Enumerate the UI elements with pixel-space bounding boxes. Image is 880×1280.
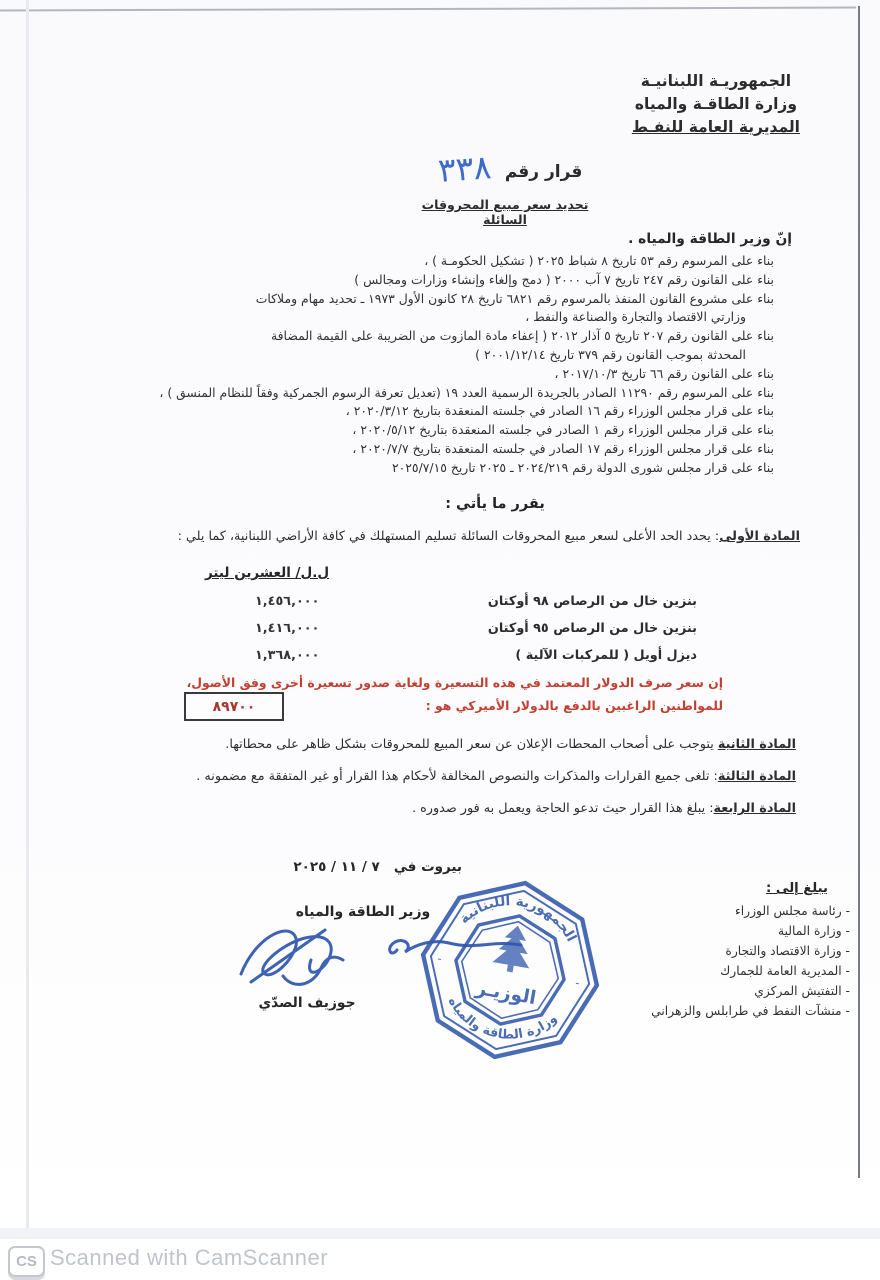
- article-1-label: المادة الأولى: [719, 529, 800, 544]
- stamp-ring-bottom-text: وزارة الطاقة والمياه: [444, 994, 561, 1043]
- scan-edge-left: [26, 0, 29, 1230]
- exchange-rate-box: [184, 692, 284, 721]
- stamp-center-text: الوزيـر: [474, 977, 538, 1010]
- stamp-ring-top-text: الجمهورية اللبنانية: [456, 893, 580, 945]
- letterhead-directorate: المديرية العامة للنفـط: [631, 118, 800, 136]
- stamp-ring-dash-right: -: [574, 975, 581, 991]
- distribution-list: [610, 901, 850, 1021]
- ministry-stamp: [396, 856, 623, 1083]
- preamble-line: بناء على قرار مجلس شورى الدولة رقم ٢٠٢٤/٢١٩ ـ ٢٠٢٥ تاريخ ٢٠٢٥/٧/١٥: [391, 459, 774, 475]
- article-2-text: يتوجب على أصحاب المحطات الإعلان عن سعر المبيع للمحروقات بشكل ظاهر على محطاتها.: [225, 737, 718, 752]
- product-name: ديزل أويل ( للمركبات الآلية ): [515, 648, 697, 663]
- article-1: [100, 529, 800, 544]
- article-4-text: : يبلغ هذا القرار حيث تدعو الحاجة ويعمل به فور صدوره .: [411, 801, 714, 816]
- letterhead-republic: الجمهوريـة اللبنانيـة: [640, 72, 792, 90]
- product-name: بنزين خال من الرصاص ٩٥ أوكتان: [487, 621, 697, 636]
- preamble-line: بناء على قرار مجلس الوزراء رقم ١٧ الصادر في جلسته المنعقدة بتاريخ ٢٠٢٠/٧/٧ ،: [352, 440, 774, 456]
- scan-edge-bottom: [0, 1228, 880, 1239]
- price-value: ١,٤١٦,٠٠٠: [255, 621, 320, 636]
- unit-header: ل.ل/ العشرين ليتر: [205, 565, 330, 581]
- preamble-line: بناء على القانون رقم ٢٠٧ تاريخ ٥ آذار ٢٠١٢ ( إعفاء مادة المازوت من الضريبة على القيمة المضافة: [270, 328, 774, 344]
- decision-title: [400, 147, 620, 190]
- distribution-item: - رئاسة مجلس الوزراء: [734, 904, 850, 918]
- decision-subject: تحديد سعر مبيع المحروقات السائلة: [421, 197, 589, 227]
- stamp-ring-dash-left: -: [436, 951, 443, 966]
- price-row: [255, 594, 697, 621]
- article-4-label: المادة الرابعة: [713, 801, 796, 816]
- preamble-line: بناء على مشروع القانون المنفذ بالمرسوم رقم ٦٨٢١ تاريخ ٢٨ كانون الأول ١٩٧٣ ـ تحديد مهام وملاكات: [255, 290, 774, 306]
- intro-line: إنّ وزير الطاقة والمياه .: [628, 231, 792, 247]
- article-3-label: المادة الثالثة: [717, 769, 796, 784]
- decision-title-label: قرار رقم: [504, 162, 583, 182]
- preamble: [102, 252, 774, 478]
- distribution-item: - وزارة المالية: [778, 924, 850, 938]
- product-name: بنزين خال من الرصاص ٩٨ أوكتان: [487, 594, 697, 609]
- camscanner-watermark: Scanned with CamScanner: [50, 1245, 329, 1270]
- preamble-line: بناء على القانون رقم ٢٤٧ تاريخ ٧ آب ٢٠٠٠ ( دمج وإلغاء وإنشاء وزارات ومجالس ): [354, 271, 774, 287]
- place-and-date: بيروت في ٧ / ١١ / ٢٠٢٥: [293, 859, 462, 875]
- exchange-note-line2: للمواطنين الراغبين بالدفع بالدولار الأميركي هو :: [425, 698, 723, 713]
- price-table: [255, 594, 697, 675]
- cedar-icon: [491, 922, 536, 975]
- camscanner-badge-icon: CS: [8, 1246, 45, 1277]
- exchange-rate-value: ٨٩٧٠٠: [212, 698, 256, 715]
- price-value: ١,٤٥٦,٠٠٠: [255, 594, 320, 609]
- distribution-item: - التفتيش المركزي: [754, 984, 850, 998]
- article-3-text: : تلغى جميع القرارات والمذكرات والنصوص المخالفة لأحكام هذا القرار أو غير المتفقة مع مضمونه .: [196, 769, 718, 784]
- article-1-text: : يحدد الحد الأعلى لسعر مبيع المحروقات السائلة تسليم المستهلك في كافة الأراضي اللبنانية، كما يلي :: [177, 529, 720, 544]
- price-value: ١,٣٦٨,٠٠٠: [255, 648, 320, 663]
- preamble-line: المحدثة بموجب القانون رقم ٣٧٩ تاريخ ٢٠٠١/١٢/١٤ ): [475, 346, 746, 362]
- preamble-line: وزارتي الاقتصاد والتجارة والصناعة والنفط ،: [525, 309, 746, 325]
- price-row: [255, 621, 697, 648]
- letterhead: [632, 70, 800, 139]
- preamble-line: بناء على المرسوم رقم ٥٣ تاريخ ٨ شباط ٢٠٢٥ ( تشكيل الحكومـة ) ،: [424, 253, 774, 268]
- scan-edge-top: [0, 7, 856, 12]
- distribution-title: يبلغ إلى :: [766, 881, 828, 896]
- article-2-label: المادة الثانية: [717, 737, 796, 752]
- distribution-item: - المديرية العامة للجمارك: [720, 964, 850, 978]
- article-2: [86, 737, 796, 752]
- minister-name: جوزيف الصدّي: [258, 995, 356, 1011]
- preamble-line: بناء على قرار مجلس الوزراء رقم ١ الصادر في جلسته المنعقدة بتاريخ ٢٠٢٠/٥/١٢ ،: [352, 422, 774, 438]
- minister-title: وزير الطاقة والمياه: [295, 904, 431, 920]
- distribution-item: - وزارة الاقتصاد والتجارة: [725, 944, 850, 958]
- exchange-note-line1: إن سعر صرف الدولار المعتمد في هذه التسعيرة ولغاية صدور تسعيرة أخرى وفق الأصول،: [186, 675, 723, 690]
- preamble-line: بناء على المرسوم رقم ١١٢٩٠ الصادر بالجريدة الرسمية العدد ١٩ (تعديل تعرفة الرسوم الجمركية وفقاً للنظام المنسق ) ،: [159, 384, 774, 400]
- distribution-item: - منشآت النفط في طرابلس والزهراني: [651, 1004, 850, 1018]
- article-3: [86, 769, 796, 784]
- letterhead-ministry: وزارة الطاقـة والمياه: [634, 95, 797, 113]
- decision-number-handwritten: ٣٣٨: [436, 147, 493, 190]
- preamble-line: بناء على قرار مجلس الوزراء رقم ١٦ الصادر في جلسته المنعقدة بتاريخ ٢٠٢٠/٣/١٢ ،: [345, 403, 774, 419]
- preamble-line: بناء على القانون رقم ٦٦ تاريخ ٢٠١٧/١٠/٣ ،: [554, 365, 774, 381]
- resolution-lead: يقرر ما يأتي :: [445, 496, 545, 512]
- scan-edge-right: [858, 6, 860, 1178]
- article-4: [86, 801, 796, 816]
